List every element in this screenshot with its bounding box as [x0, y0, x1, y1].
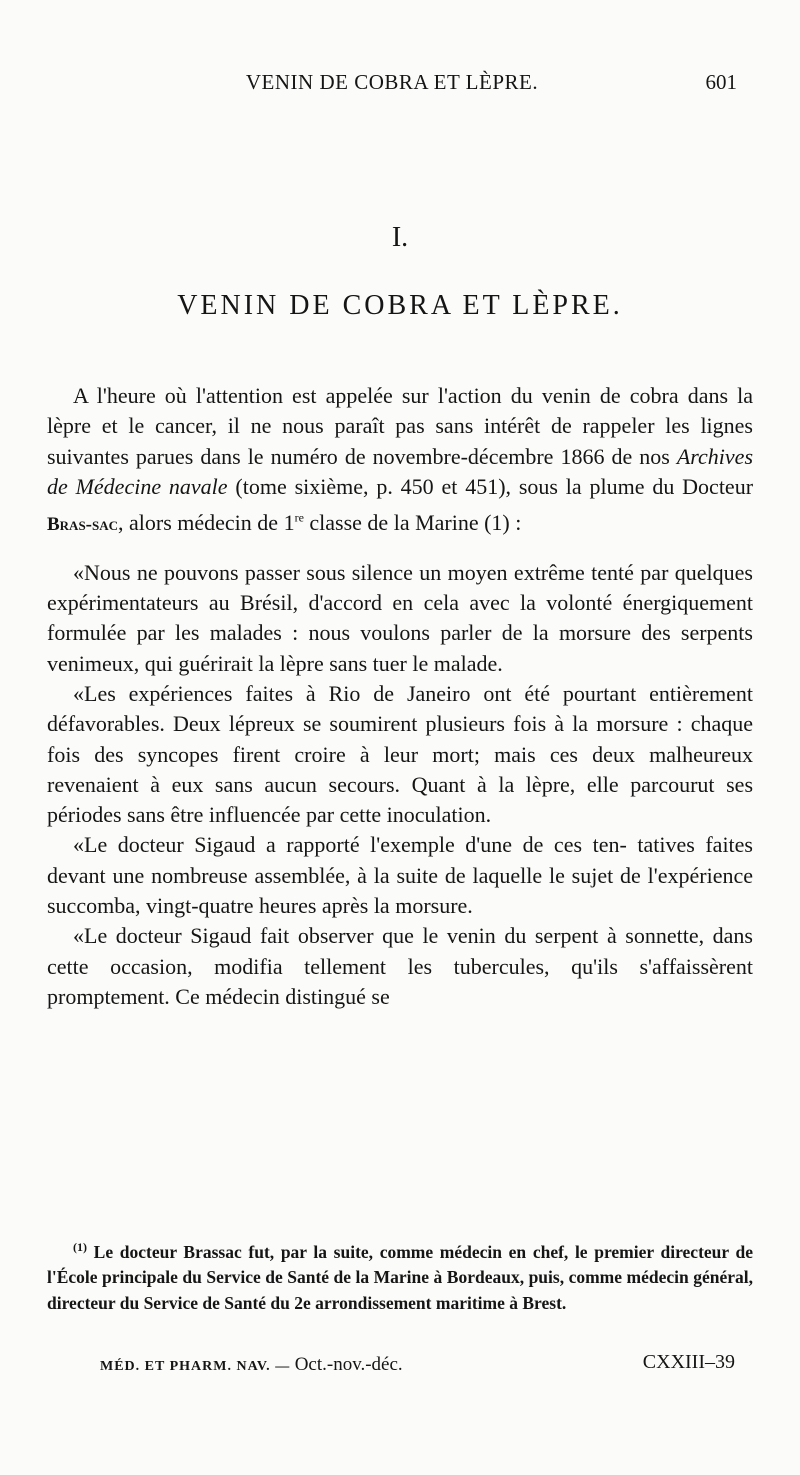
running-title: VENIN DE COBRA ET LÈPRE. [245, 70, 539, 94]
footnote-marker: (1) [73, 1240, 87, 1254]
paragraph-intro: A l'heure où l'attention est appelée sur l'action du venin de cobra dans la lèpre et le cancer, il ne nous paraît pas sans intérêt de rappeler les lignes suivantes parues dans le numéro de novembre-décembre 1866 de nos Archives de Médecine navale (tome sixième, p. 450 et 451), sous la plume du Docteur Bras-sac, alors médecin de 1re classe de la Marine (1) : [47, 383, 754, 535]
footnote-text: Le docteur Brassac fut, par la suite, comme médecin en chef, le premier directeur de l'École principale du Service de Santé de la Marine à Bordeaux, puis, comme médecin général, directeur du Service de Santé du 2e arrondissement maritime à Brest. [47, 1241, 753, 1313]
paragraph-quote-2: «Les expériences faites à Rio de Janeiro ont été pourtant entièrement défavorables. Deux lépreux se soumirent plusieurs fois à la morsure : chaque fois des syncopes firent croire à leur mort; mais ces deux malheureux revenaient à eux sans aucun secours. Quant à la lèpre, elle parcourut ses périodes sans être influencée par cette inoculation. [47, 681, 754, 828]
chapter-title: VENIN DE COBRA ET LÈPRE. [177, 290, 623, 321]
body-text [47, 381, 753, 1012]
footnote [47, 1235, 753, 1316]
volume-sheet: CXXIII–39 [642, 1351, 735, 1373]
author-name: Bras-sac [47, 513, 119, 535]
paragraph-quote-3: «Le docteur Sigaud a rapporté l'exemple d'une de ces ten- tatives faites devant une nombreuse assemblée, à la suite de laquelle le sujet de l'expérience succomba, vingt-quatre heures après la morsure. [47, 832, 753, 919]
line-with-journal: de novembre-décembre 1866 de nos Archives de Médecine navale [47, 443, 754, 499]
journal-title-italic: Archives de Médecine navale [47, 443, 754, 499]
signature-dash: — [275, 1359, 291, 1374]
footnote-reference: (1) [484, 509, 510, 535]
paragraph-quote-1: «Nous ne pouvons passer sous silence un moyen extrême tenté par quelques expérimentateurs au Brésil, d'accord en cela avec la volonté énergiquement formulée par les malades : nous voulons parler de la morsure des serpents venimeux, qui guérirait la lèpre sans tuer le malade. [47, 559, 754, 676]
signature-line [100, 1349, 735, 1377]
issue-date: Oct.-nov.-déc. [294, 1354, 403, 1375]
running-header [47, 70, 737, 104]
paragraph-quote-4: «Le docteur Sigaud fait observer que le venin du serpent à sonnette, dans cette occasion, modifia tellement les tubercules, qu'ils s'affaissèrent promptement. Ce médecin distingué se [47, 923, 754, 1009]
page-number: 601 [705, 70, 737, 94]
journal-abbreviation: MÉD. ET PHARM. NAV. [100, 1359, 271, 1374]
section-number: I. [391, 222, 409, 253]
